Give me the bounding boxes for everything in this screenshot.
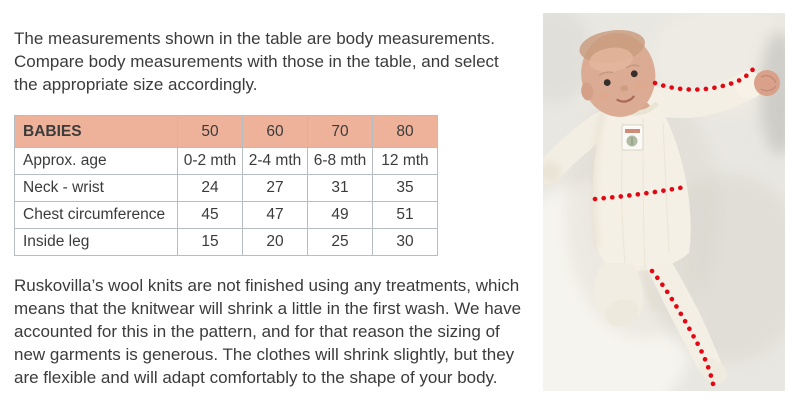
- cell-value: 12 mth: [373, 148, 438, 175]
- table-header-size-50: 50: [178, 116, 243, 148]
- cell-value: 0-2 mth: [178, 148, 243, 175]
- paragraph-line: the appropriate size accordingly.: [14, 75, 258, 94]
- baby-fist: [754, 70, 780, 96]
- paragraph-line: Compare body measurements with those in the table, and select: [14, 52, 499, 71]
- table-header-size-80: 80: [373, 116, 438, 148]
- row-label: Approx. age: [15, 148, 178, 175]
- size-table: [14, 115, 438, 256]
- row-label: Neck - wrist: [15, 175, 178, 202]
- table-row-inside-leg: [15, 229, 438, 256]
- table-header-size-60: 60: [243, 116, 308, 148]
- cell-value: 27: [243, 175, 308, 202]
- cell-value: 6-8 mth: [308, 148, 373, 175]
- cell-value: 2-4 mth: [243, 148, 308, 175]
- brand-tag: [622, 125, 643, 150]
- table-header-size-70: 70: [308, 116, 373, 148]
- cell-value: 31: [308, 175, 373, 202]
- row-label: Inside leg: [15, 229, 178, 256]
- baby-photo: [543, 13, 785, 391]
- table-header-babies: BABIES: [15, 116, 178, 148]
- cell-value: 47: [243, 202, 308, 229]
- paragraph-line: Ruskovilla’s wool knits are not finished using any treatments, which: [14, 276, 520, 295]
- cell-value: 45: [178, 202, 243, 229]
- paragraph-line: means that the knitwear will shrink a little in the first wash. We have: [14, 299, 522, 318]
- table-row-neck-wrist: [15, 175, 438, 202]
- cell-value: 20: [243, 229, 308, 256]
- cell-value: 15: [178, 229, 243, 256]
- cell-value: 24: [178, 175, 243, 202]
- paragraph-line: accounted for this in the pattern, and for that reason the sizing of: [14, 322, 500, 341]
- table-row-approx-age: [15, 148, 438, 175]
- cell-value: 35: [373, 175, 438, 202]
- intro-paragraph: [14, 27, 530, 96]
- table-row-chest-circumference: [15, 202, 438, 229]
- outro-paragraph: [14, 274, 530, 389]
- paragraph-line: are flexible and will adapt comfortably to the shape of your body.: [14, 368, 498, 387]
- paragraph-line: The measurements shown in the table are body measurements.: [14, 29, 495, 48]
- cell-value: 25: [308, 229, 373, 256]
- row-label: Chest circumference: [15, 202, 178, 229]
- cell-value: 30: [373, 229, 438, 256]
- cell-value: 51: [373, 202, 438, 229]
- paragraph-line: new garments is generous. The clothes will shrink slightly, but they: [14, 345, 515, 364]
- cell-value: 49: [308, 202, 373, 229]
- table-header-row: [15, 116, 438, 148]
- baby-photo-illustration: [543, 13, 785, 391]
